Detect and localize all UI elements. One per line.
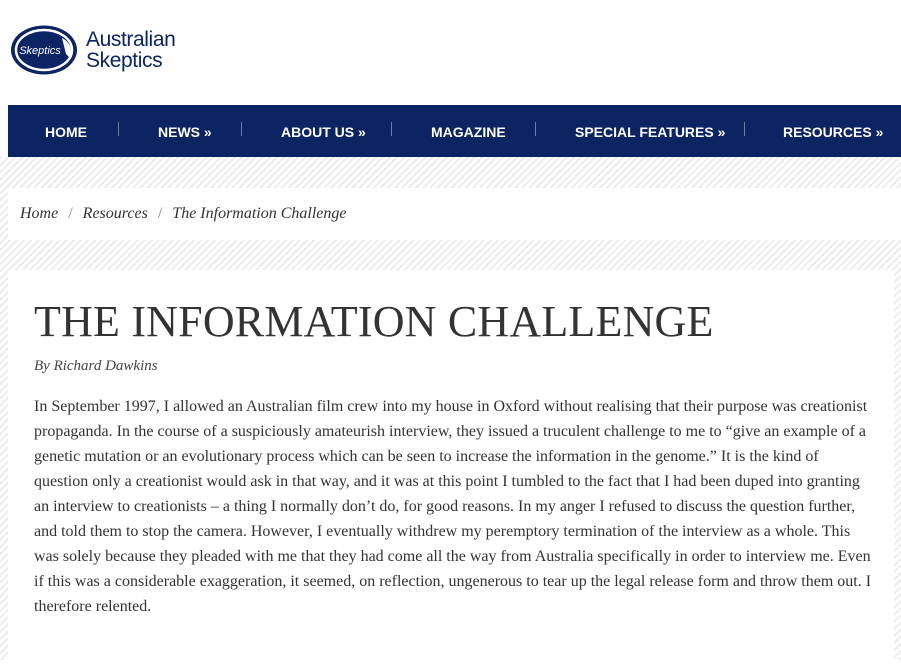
nav-home[interactable]: HOME	[45, 124, 87, 140]
nav-news[interactable]: NEWS »	[158, 124, 212, 140]
page-title: THE INFORMATION CHALLENGE	[34, 297, 714, 346]
logo-line-1: Australian	[86, 28, 176, 51]
nav-separator	[118, 122, 119, 136]
breadcrumb-current: The Information Challenge	[172, 205, 347, 222]
article-byline: By Richard Dawkins	[34, 358, 158, 374]
breadcrumb-resources[interactable]: Resources	[82, 205, 148, 222]
breadcrumb-separator: /	[68, 205, 73, 222]
nav-separator	[391, 122, 392, 136]
badge-text: Skeptics	[19, 45, 61, 57]
nav-separator	[241, 122, 242, 136]
logo-wordmark	[86, 29, 175, 71]
nav-magazine[interactable]: MAGAZINE	[431, 124, 506, 140]
article-paragraph: In September 1997, I allowed an Australian film crew into my house in Oxford without realising that their purpose was creationist propaganda. In the course of a suspiciously amateurish interview, they issued a truculent challenge to me to “give an example of a genetic mutation or an evolutionary process which can be seen to increase the information in the genome.” It is the kind of question only a creationist would ask in that way, and it was at this point I tumbled to the fact that I had been duped into granting an interview to creationists – a thing I normally don’t do, for good reasons. In my anger I refused to discuss the question further, and told them to stop the camera. However, I eventually withdrew my peremptory termination of the interview as a whole. This was solely because they pleaded with me that they had come all the way from Australia specifically in order to interview me. Even if this was a considerable exaggeration, it seemed, on reflection, ungenerous to tear up the legal release form and throw them out. I therefore relented.	[34, 398, 872, 615]
main-nav	[8, 105, 901, 157]
breadcrumb-separator: /	[157, 205, 163, 222]
nav-resources[interactable]: RESOURCES »	[783, 124, 884, 140]
site-header	[0, 0, 901, 105]
article	[8, 270, 894, 670]
nav-separator	[535, 122, 536, 136]
nav-special-features[interactable]: SPECIAL FEATURES »	[575, 124, 726, 140]
skeptics-badge-icon	[10, 24, 80, 76]
breadcrumb	[8, 188, 901, 240]
nav-about-us[interactable]: ABOUT US »	[281, 124, 366, 140]
site-logo[interactable]	[10, 24, 175, 76]
nav-separator	[744, 122, 745, 136]
logo-line-2: Skeptics	[86, 49, 163, 72]
breadcrumb-home[interactable]: Home	[20, 205, 59, 222]
